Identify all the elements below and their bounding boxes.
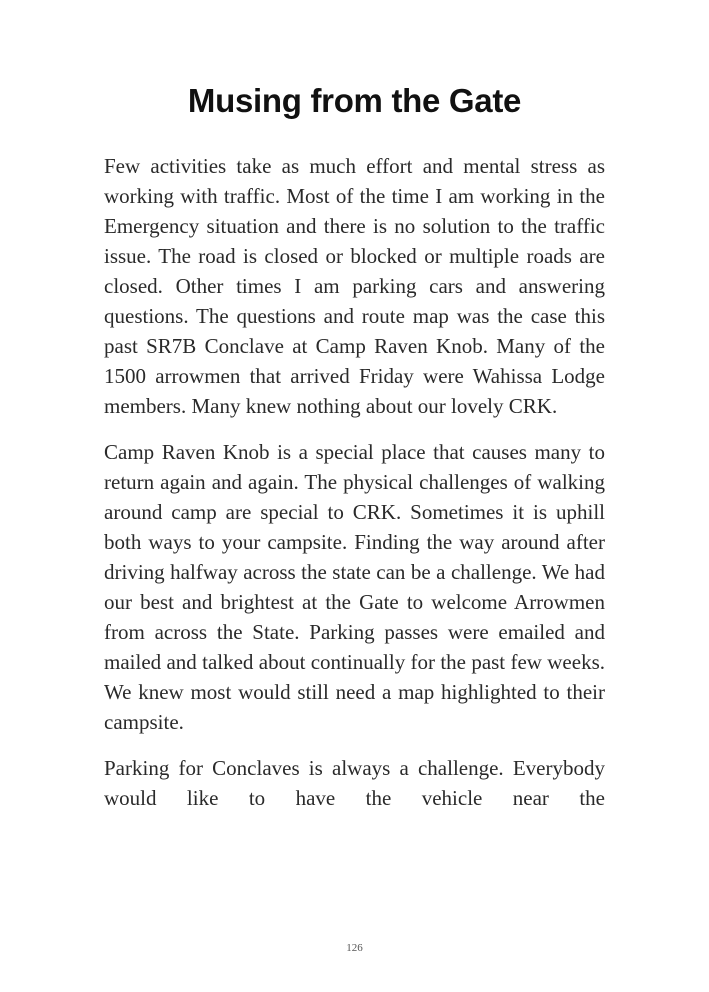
article-body	[104, 151, 605, 829]
page-title: Musing from the Gate	[187, 82, 522, 119]
paragraph-parking: Parking for Conclaves is always a challenge. Everybody would like to have the vehicle near the	[104, 756, 605, 810]
page-number: 126	[346, 942, 363, 954]
paragraph-camp-raven-knob: Camp Raven Knob is a special place that causes many to return again and again. The physical challenges of walking around camp are special to CRK. Sometimes it is uphill both ways to your campsite. Finding the way around after driving halfway across the state can be a challenge. We had our best and brightest at the Gate to welcome Arrowmen from across the State. Parking passes were emailed and mailed and talked about continually for the past few weeks. We knew most would still need a map highlighted to their campsite.	[104, 440, 605, 734]
paragraph-traffic: Few activities take as much effort and mental stress as working with traffic. Most of the time I am working in the Emergency situation and there is no solution to the traffic issue. The road is closed or blocked or multiple roads are closed. Other times I am parking cars and answering questions. The questions and route map was the case this past SR7B Conclave at Camp Raven Knob. Many of the 1500 arrowmen that arrived Friday were Wahissa Lodge members. Many knew nothing about our lovely CRK.	[104, 154, 605, 418]
